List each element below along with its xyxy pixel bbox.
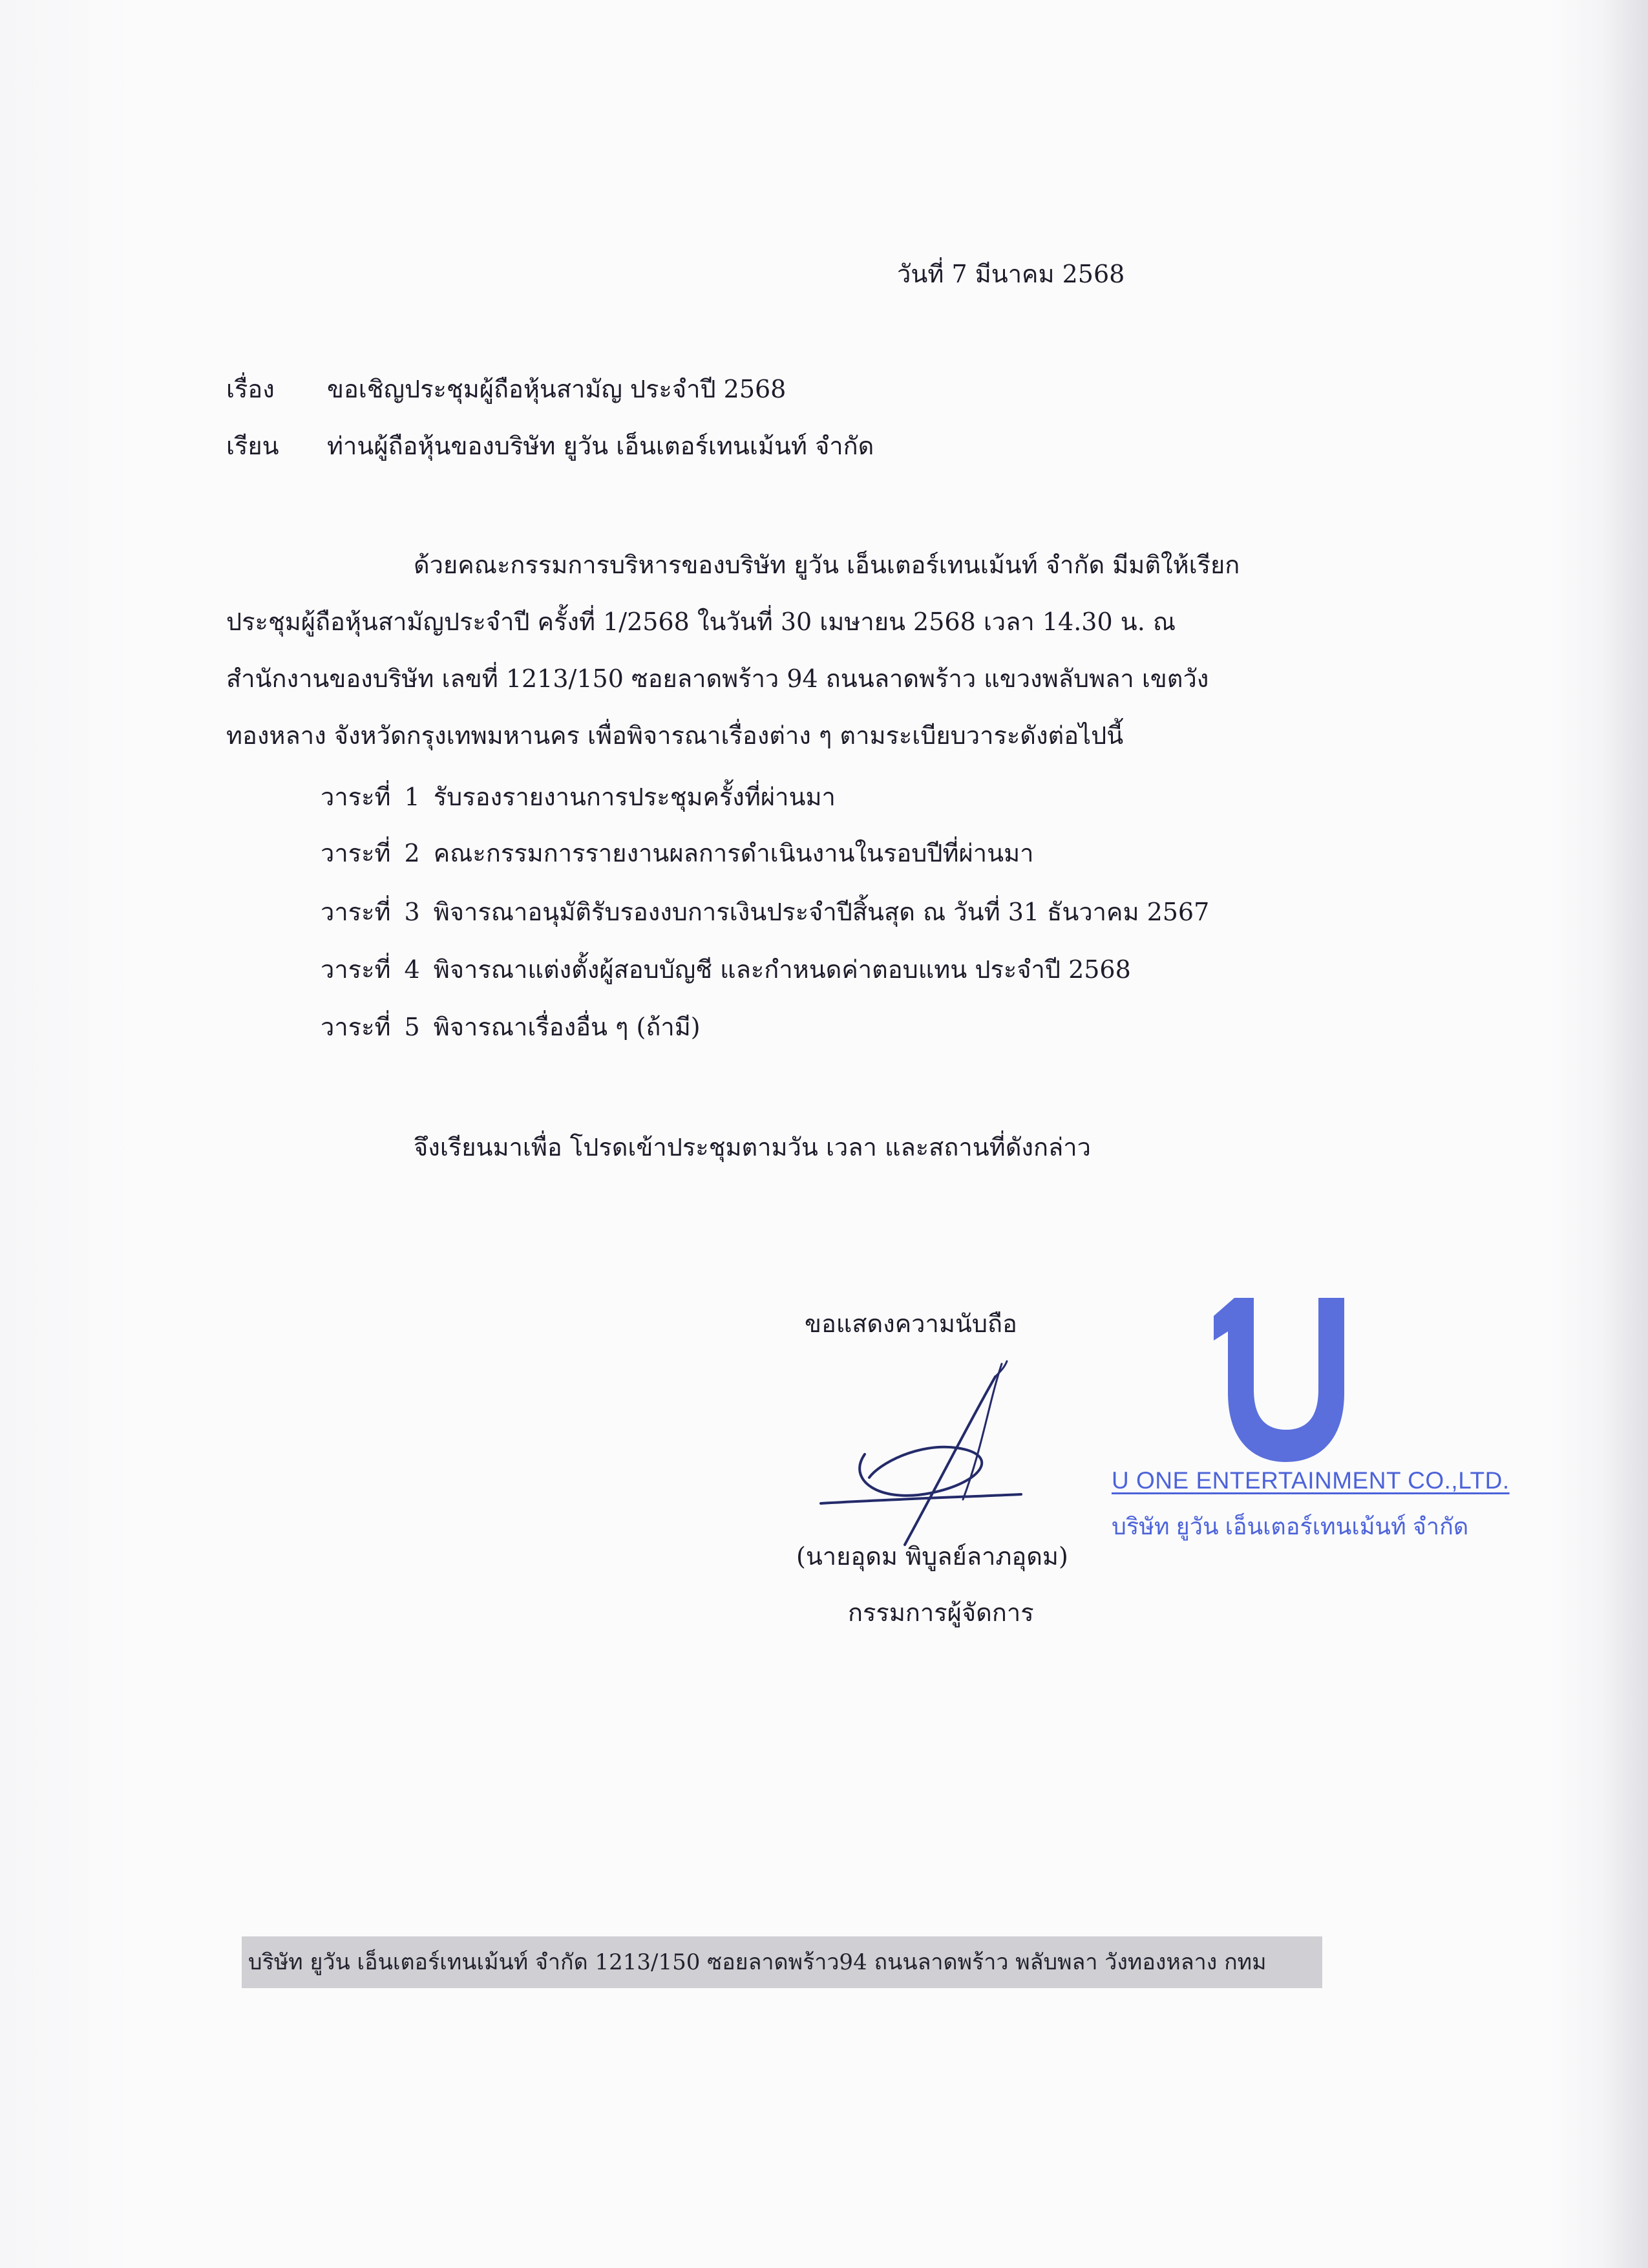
agenda-item bbox=[321, 951, 1131, 988]
agenda-number: 4 bbox=[404, 955, 420, 984]
agenda-number: 3 bbox=[404, 898, 420, 926]
body-line: สำนักงานของบริษัท เลขที่ 1213/150 ซอยลาดพร้าว 94 ถนนลาดพร้าว แขวงพลับพลา เขตวัง bbox=[226, 664, 1209, 693]
footer-address: บริษัท ยูวัน เอ็นเตอร์เทนเม้นท์ จำกัด 1213/150 ซอยลาดพร้าว94 ถนนลาดพร้าว พลับพลา วังทองหลาง กทม bbox=[248, 1949, 1267, 1975]
agenda-text: คณะกรรมการรายงานผลการดำเนินงานในรอบปีที่ผ่านมา bbox=[433, 839, 1034, 867]
signer-name: (นายอุดม พิบูลย์ลาภอุดม) bbox=[796, 1542, 1068, 1571]
body-line: ทองหลาง จังหวัดกรุงเทพมหานคร เพื่อพิจารณาเรื่องต่าง ๆ ตามระเบียบวาระดังต่อไปนี้ bbox=[226, 721, 1124, 750]
agenda-text: พิจารณาแต่งตั้งผู้สอบบัญชี และกำหนดค่าตอบแทน ประจำปี 2568 bbox=[433, 955, 1131, 984]
recipient-label: เรียน bbox=[226, 432, 279, 460]
agenda-number: 2 bbox=[404, 839, 420, 867]
body-line: ประชุมผู้ถือหุ้นสามัญประจำปี ครั้งที่ 1/2568 ในวันที่ 30 เมษายน 2568 เวลา 14.30 น. ณ bbox=[226, 608, 1176, 636]
agenda-item bbox=[321, 779, 836, 815]
subject-label: เรื่อง bbox=[226, 375, 275, 403]
regards-text: ขอแสดงความนับถือ bbox=[805, 1309, 1017, 1338]
logo-name-en: U ONE ENTERTAINMENT CO.,LTD. bbox=[1112, 1467, 1510, 1494]
agenda-item bbox=[321, 1009, 701, 1045]
agenda-label: วาระที่ bbox=[321, 1013, 391, 1041]
signature-icon bbox=[808, 1351, 1053, 1558]
agenda-item bbox=[321, 894, 1209, 930]
agenda-text: พิจารณาอนุมัติรับรองงบการเงินประจำปีสิ้นสุด ณ วันที่ 31 ธันวาคม 2567 bbox=[433, 898, 1210, 926]
agenda-item bbox=[321, 835, 1034, 871]
scan-edge-shadow bbox=[1601, 0, 1648, 2268]
agenda-number: 5 bbox=[404, 1013, 420, 1041]
agenda-label: วาระที่ bbox=[321, 783, 391, 811]
agenda-label: วาระที่ bbox=[321, 955, 391, 984]
closing-text: จึงเรียนมาเพื่อ โปรดเข้าประชุมตามวัน เวลา และสถานที่ดังกล่าว bbox=[414, 1133, 1091, 1161]
agenda-number: 1 bbox=[404, 783, 420, 811]
recipient-text: ท่านผู้ถือหุ้นของบริษัท ยูวัน เอ็นเตอร์เทนเม้นท์ จำกัด bbox=[327, 432, 874, 460]
date-line: วันที่ 7 มีนาคม 2568 bbox=[897, 260, 1125, 288]
subject-text: ขอเชิญประชุมผู้ถือหุ้นสามัญ ประจำปี 2568 bbox=[327, 375, 787, 403]
agenda-label: วาระที่ bbox=[321, 839, 391, 867]
body-line: ด้วยคณะกรรมการบริหารของบริษัท ยูวัน เอ็นเตอร์เทนเม้นท์ จำกัด มีมติให้เรียก bbox=[414, 551, 1240, 579]
agenda-label: วาระที่ bbox=[321, 898, 391, 926]
signer-title: กรรมการผู้จัดการ bbox=[848, 1598, 1034, 1627]
logo-name-th: บริษัท ยูวัน เอ็นเตอร์เทนเม้นท์ จำกัด bbox=[1112, 1513, 1469, 1540]
agenda-text: พิจารณาเรื่องอื่น ๆ (ถ้ามี) bbox=[433, 1013, 701, 1041]
agenda-text: รับรองรายงานการประชุมครั้งที่ผ่านมา bbox=[433, 783, 836, 811]
